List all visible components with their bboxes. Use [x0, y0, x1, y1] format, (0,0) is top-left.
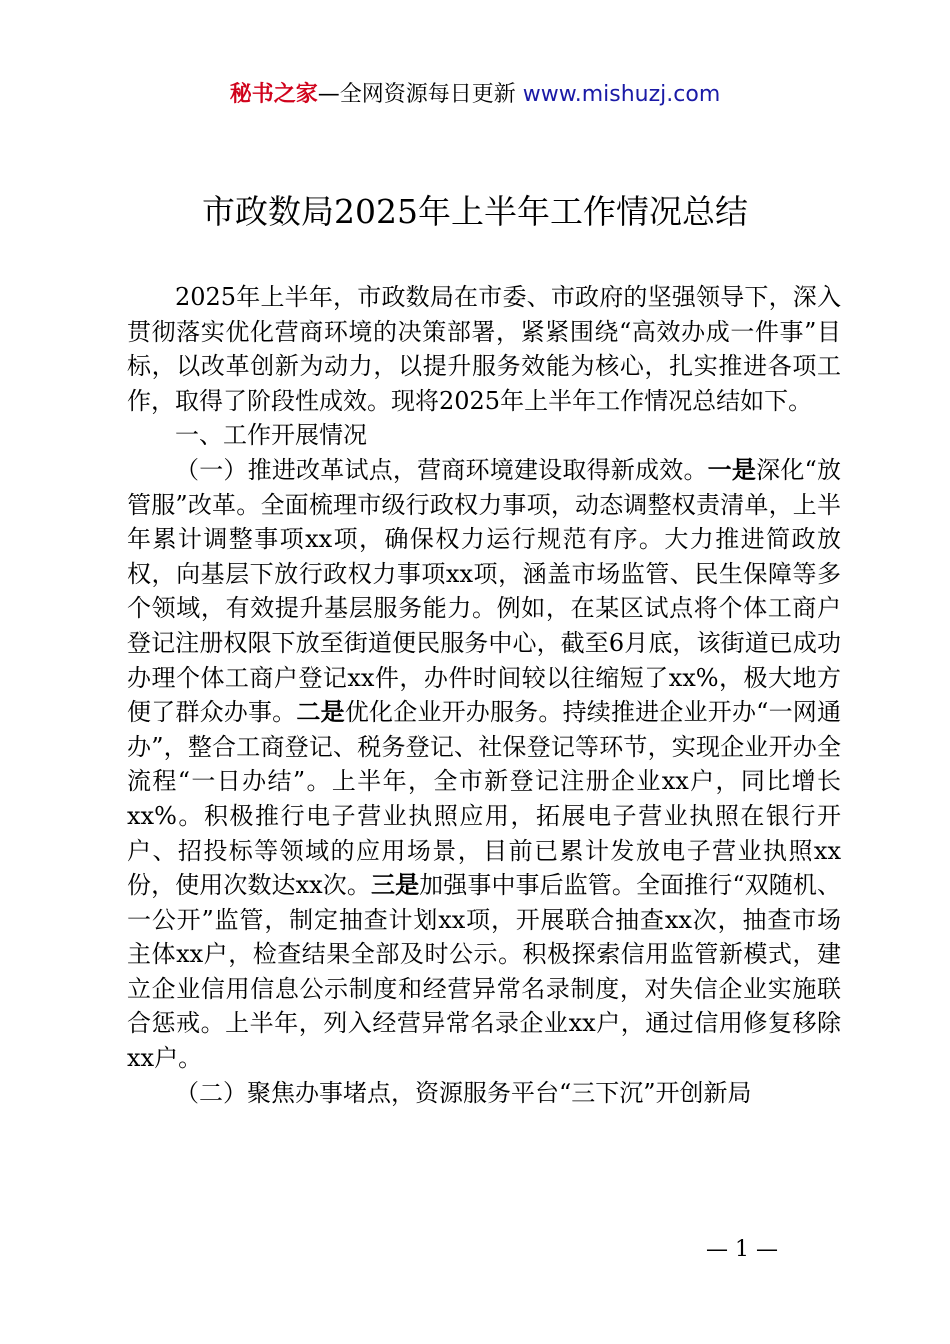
header-slogan: 全网资源每日更新 — [339, 82, 523, 107]
section-heading: 一、工作开展情况 — [175, 421, 367, 450]
brand-name: 秘书之家 — [229, 82, 318, 107]
subsection-2-heading: （二）聚焦办事堵点，资源服务平台“三下沉”开创新局 — [175, 1078, 752, 1107]
document-title: 市政数局2025年上半年工作情况总结 — [202, 192, 748, 231]
point-text-1: 深化“放管服”改革。全面梳理市级行政权力事项，动态调整权责清单，上半年累计调整事项xx项，确保权力运行规范有序。大力推进简政放权，向基层下放行政权力事项xx项，涵盖市场监管、民生保障等多个领域，有效提升基层服务能力。例如，在某区试点将个体工商户登记注册权限下放至街道便民服务中心，截至6月底，该街道已成功办理个体工商户登记xx件，办件时间较以往缩短了xx%，极大地方便了群众办事。 — [127, 455, 842, 727]
document-body — [127, 280, 841, 1110]
header-dash: — — [317, 82, 340, 107]
point-label-2: 二是 — [296, 697, 345, 727]
intro-paragraph: 2025年上半年，市政数局在市委、市政府的坚强领导下，深入贯彻落实优化营商环境的决策部署，紧紧围绕“高效办成一件事”目标，以改革创新为动力，以提升服务效能为核心，扎实推进各项工作，取得了阶段性成效。现将2025年上半年工作情况总结如下。 — [127, 283, 841, 415]
subsection-1-heading: （一）推进改革试点，营商环境建设取得新成效。 — [175, 455, 708, 484]
point-label-3: 三是 — [370, 870, 420, 900]
page-number: — 1 — — [706, 1237, 778, 1262]
point-text-3: 加强事中事后监管。全面推行“双随机、一公开”监管，制定抽查计划xx项，开展联合抽查xx次，抽查市场主体xx户，检查结果全部及时公示。积极探索信用监管新模式，建立企业信用信息公示制度和经营异常名录制度，对失信企业实施联合惩戒。上半年，列入经营异常名录企业xx户，通过信用修复移除xx户。 — [127, 871, 841, 1073]
point-text-2: 优化企业开办服务。持续推进企业开办“一网通办”，整合工商登记、税务登记、社保登记等环节，实现企业开办全流程“一日办结”。上半年，全市新登记注册企业xx户，同比增长xx%。积极推行电子营业执照应用，拓展电子营业执照在银行开户、招投标等领域的应用场景，目前已累计发放电子营业执照xx份，使用次数达xx次。 — [127, 698, 842, 900]
site-url-link[interactable]: www.mishuzj.com — [522, 82, 721, 107]
subsection-1-paragraph — [127, 453, 841, 1076]
site-header — [0, 80, 950, 110]
point-label-1: 一是 — [707, 454, 757, 484]
